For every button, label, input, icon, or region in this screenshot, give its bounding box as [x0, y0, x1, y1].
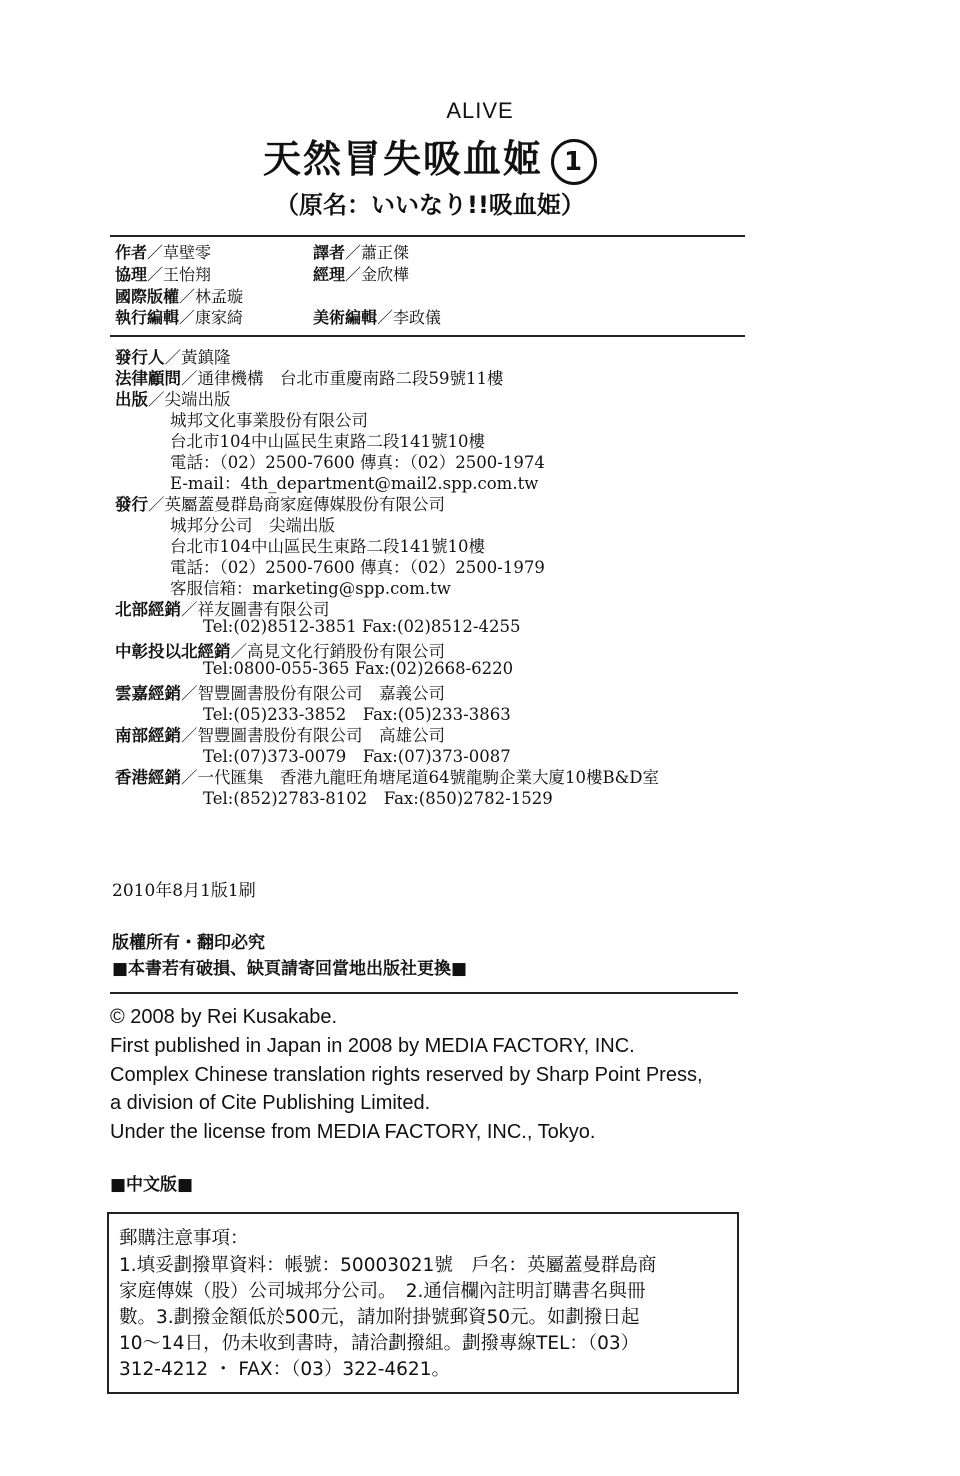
copyright-line: a division of Cite Publishing Limited.: [110, 1092, 431, 1114]
edition-info: 2010年8月1版1刷: [112, 881, 256, 901]
mail-order-notice-box: [107, 1212, 739, 1394]
mail-order-line: 1.填妥劃撥單資料：帳號：50003021號 戶名：英屬蓋曼群島商: [119, 1255, 657, 1276]
divider: [110, 235, 745, 237]
publisher-line-text: Tel:0800-055-365 Fax:(02)2668-6220: [203, 659, 514, 678]
publisher-line-text: 城邦文化事業股份有限公司: [170, 411, 368, 430]
publisher-line: 發行／英屬蓋曼群島商家庭傳媒股份有限公司: [115, 495, 445, 514]
publisher-line-text: 智豐圖書股份有限公司 高雄公司: [197, 726, 445, 745]
publisher-line-text: Tel:(07)373-0079 Fax:(07)373-0087: [203, 747, 511, 766]
credit-executive-editor: 執行編輯／康家綺: [115, 308, 244, 327]
publisher-line-text: 黃鎮隆: [181, 348, 231, 367]
publisher-line-text: 智豐圖書股份有限公司 嘉義公司: [197, 684, 445, 703]
publisher-line-label: 中彰投以北經銷: [115, 642, 231, 661]
credit-manager: 經理／金欣樺: [313, 265, 410, 284]
publisher-line: 中彰投以北經銷／高見文化行銷股份有限公司: [115, 642, 445, 661]
mail-order-line: 312-4212 ・ FAX：（03）322-4621。: [119, 1359, 450, 1380]
publisher-line-text: 電話：（02）2500-7600 傳真：（02）2500-1979: [170, 558, 545, 577]
publisher-line-label: 發行: [115, 495, 148, 514]
publisher-line-label: 南部經銷: [115, 726, 181, 745]
publisher-line: 法律顧問／通律機構 台北市重慶南路二段59號11樓: [115, 369, 504, 388]
publisher-line-text: 城邦分公司 尖端出版: [170, 516, 335, 535]
credit-international-rights: 國際版權／林孟璇: [115, 287, 244, 306]
publisher-line: 北部經銷／祥友圖書有限公司: [115, 600, 330, 619]
divider: [110, 335, 745, 337]
publisher-line-text: E-mail：4th_department@mail2.spp.com.tw: [170, 474, 539, 493]
publisher-line-label: 雲嘉經銷: [115, 684, 181, 703]
copyright-line: First published in Japan in 2008 by MEDIA FACTORY, INC.: [110, 1035, 635, 1057]
mail-order-line: 數。3.劃撥金額低於500元，請加附掛號郵資50元。如劃撥日起: [119, 1307, 640, 1328]
publisher-line: [203, 659, 513, 678]
publisher-line-text: 客服信箱：marketing@spp.com.tw: [170, 579, 451, 598]
publisher-line-text: 通律機構 台北市重慶南路二段59號11樓: [197, 369, 504, 388]
volume-number: 1: [551, 139, 597, 185]
credit-author: 作者／草壁零: [115, 243, 212, 262]
publisher-line: [203, 785, 553, 809]
publisher-line-text: 祥友圖書有限公司: [197, 600, 330, 619]
publisher-line-label: 法律顧問: [115, 369, 181, 388]
copyright-line: © 2008 by Rei Kusakabe.: [110, 1006, 338, 1028]
publisher-line: 發行人／黃鎮隆: [115, 348, 231, 367]
publisher-line: 出版／尖端出版: [115, 390, 231, 409]
publisher-line-label: 北部經銷: [115, 600, 181, 619]
publisher-line: 香港經銷／一代匯集 香港九龍旺角塘尾道64號龍駒企業大廈10樓B&D室: [115, 768, 660, 787]
original-title: （原名：いいなり!!吸血姫）: [275, 191, 585, 219]
publisher-line: 南部經銷／智豐圖書股份有限公司 高雄公司: [115, 726, 445, 745]
mail-order-heading: 郵購注意事項：: [119, 1228, 249, 1249]
publisher-line-text: 英屬蓋曼群島商家庭傳媒股份有限公司: [164, 495, 445, 514]
publisher-line-text: 電話：（02）2500-7600 傳真：（02）2500-1974: [170, 453, 545, 472]
publisher-line: [203, 617, 520, 636]
rights-notice: 版權所有・翻印必究: [112, 933, 265, 953]
chinese-edition-label: ■中文版■: [110, 1175, 194, 1195]
mail-order-line: 家庭傳媒（股）公司城邦分公司。 2.通信欄內註明訂購書名與冊: [119, 1281, 646, 1302]
publisher-line-label: 香港經銷: [115, 768, 181, 787]
replacement-notice: ■本書若有破損、缺頁請寄回當地出版社更換■: [112, 959, 468, 979]
divider: [110, 992, 738, 994]
book-title-text: 天然冒失吸血姬: [262, 137, 543, 181]
publisher-line-text: Tel:(05)233-3852 Fax:(05)233-3863: [203, 705, 511, 724]
copyright-line: Complex Chinese translation rights reserved by Sharp Point Press,: [110, 1064, 703, 1086]
publisher-line-text: 台北市104中山區民生東路二段141號10樓: [170, 537, 485, 556]
credit-art-editor: 美術編輯／李政儀: [313, 308, 442, 327]
publisher-line-text: Tel:(852)2783-8102 Fax:(850)2782-1529: [203, 789, 553, 808]
series-name: ALIVE: [446, 98, 514, 123]
publisher-line-text: 尖端出版: [164, 390, 231, 409]
publisher-line-text: 一代匯集 香港九龍旺角塘尾道64號龍駒企業大廈10樓B&D室: [197, 768, 660, 787]
book-title: [0, 128, 860, 185]
credit-translator: 譯者／蕭正傑: [313, 243, 410, 262]
mail-order-line: 10～14日，仍未收到書時，請洽劃撥組。劃撥專線TEL：（03）: [119, 1333, 640, 1354]
credit-associate-manager: 協理／王怡翔: [115, 265, 212, 284]
publisher-line: 雲嘉經銷／智豐圖書股份有限公司 嘉義公司: [115, 684, 445, 703]
publisher-line-text: 高見文化行銷股份有限公司: [247, 642, 445, 661]
publisher-line-label: 發行人: [115, 348, 165, 367]
publisher-line-label: 出版: [115, 390, 148, 409]
publisher-line-text: 台北市104中山區民生東路二段141號10樓: [170, 432, 485, 451]
copyright-line: Under the license from MEDIA FACTORY, INC., Tokyo.: [110, 1121, 596, 1143]
publisher-line-text: Tel:(02)8512-3851 Fax:(02)8512-4255: [203, 617, 521, 636]
